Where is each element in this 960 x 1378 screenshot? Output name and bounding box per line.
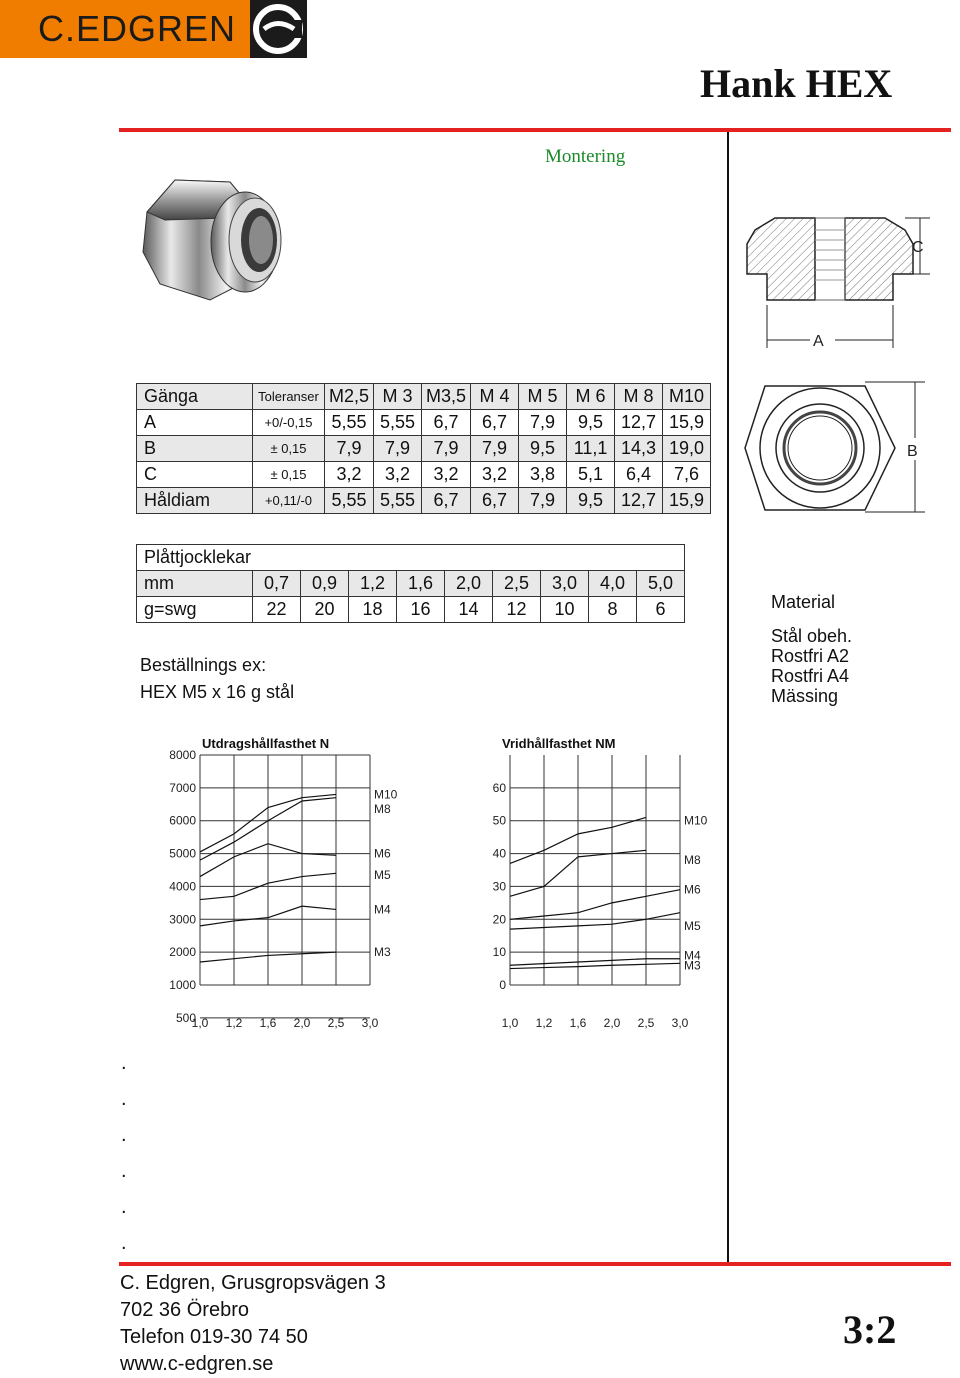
table-cell: 6,4 [615,462,663,488]
y-tick-label: 50 [492,813,506,828]
table-cell: 20 [301,597,349,623]
y-tick-label: 20 [492,912,506,927]
footer-city-line: 702 36 Örebro [120,1299,249,1321]
product-photo-nut [135,172,305,322]
table-cell: C [137,462,253,488]
table-cell: 12,7 [615,410,663,436]
table-cell: 6 [637,597,685,623]
series-label: M8 [684,853,701,868]
table-cell: 19,0 [663,436,711,462]
table-cell: 7,9 [325,436,374,462]
table-cell: 11,1 [567,436,615,462]
table-cell: 9,5 [567,488,615,514]
order-example-text: HEX M5 x 16 g stål [140,682,295,702]
y-tick-label: 2000 [169,945,196,960]
table-cell: 3,2 [471,462,519,488]
series-label: M3 [374,945,391,960]
series-label: M4 [374,902,391,917]
series-label: M5 [374,867,391,882]
footer-website-link[interactable]: www.c-edgren.se [120,1353,274,1375]
series-label: M3 [684,958,701,973]
torque-strength-chart [470,735,710,1035]
footer-rule [119,1262,951,1266]
material-item: Rostfri A2 [771,646,850,666]
thickness-table [136,544,685,623]
table-cell: ± 0,15 [253,462,325,488]
list-dot: . [121,1052,127,1074]
series-label: M6 [684,882,701,897]
table-cell: 5,1 [567,462,615,488]
table-header-cell: M 4 [471,384,519,410]
y-tick-label: 3000 [169,912,196,927]
page-number: 3:2 [843,1307,897,1352]
table-row [137,410,711,436]
list-dot: . [121,1196,127,1218]
x-tick-label: 2,0 [603,1016,621,1030]
table-header-cell: Gänga [137,384,253,410]
table-cell: 2,5 [493,571,541,597]
series-label: M8 [374,802,391,817]
table-cell: g=swg [137,597,253,623]
table-cell: mm [137,571,253,597]
list-dot: . [121,1160,127,1182]
table-cell: 7,9 [374,436,422,462]
y-tick-label: 4000 [169,879,196,894]
x-tick-label: 1,0 [191,1016,209,1030]
order-example-label: Beställnings ex: [140,655,267,675]
company-logo [0,0,307,58]
table-cell: 6,7 [422,488,471,514]
table-cell: 7,6 [663,462,711,488]
column-divider [727,132,729,1262]
table-cell: 3,8 [519,462,567,488]
header-rule [119,128,951,132]
material-item: Rostfri A4 [771,666,850,686]
table-cell: 3,0 [541,571,589,597]
x-tick-label: 2,0 [293,1016,311,1030]
footer-phone-line: Telefon 019-30 74 50 [120,1326,308,1348]
x-tick-label: 3,0 [361,1016,379,1030]
series-label: M5 [684,918,701,933]
table-cell: 12,7 [615,488,663,514]
table-cell: 15,9 [663,410,711,436]
page-title: Hank HEX [700,61,893,106]
y-tick-label: 6000 [169,813,196,828]
table-cell: 3,2 [325,462,374,488]
x-tick-label: 1,2 [535,1016,553,1030]
table-header-cell: M 6 [567,384,615,410]
thickness-title-row [137,545,685,571]
table-header-cell: M 3 [374,384,422,410]
table-cell: 3,2 [374,462,422,488]
chart-title: Utdragshållfasthet N [202,736,330,751]
table-header-cell: M2,5 [325,384,374,410]
y-tick-label: 500 [175,1010,196,1025]
table-header-cell: M3,5 [422,384,471,410]
table-cell: +0,11/-0 [253,488,325,514]
y-tick-label: 1000 [169,978,196,992]
pull-out-strength-chart [160,735,400,1035]
table-cell: 18 [349,597,397,623]
y-tick-label: 30 [492,879,506,894]
y-tick-label: 40 [492,846,506,861]
x-tick-label: 2,5 [327,1016,345,1030]
table-cell: 1,2 [349,571,397,597]
series-label: M6 [374,846,391,861]
logo-text: C.EDGREN [38,8,237,49]
table-row [137,571,685,597]
table-cell: 5,55 [325,410,374,436]
table-row [137,597,685,623]
series-label: M10 [374,787,398,802]
table-cell: 10 [541,597,589,623]
table-row [137,462,711,488]
x-tick-label: 1,2 [225,1016,243,1030]
dimension-table [136,383,711,514]
table-row [137,488,711,514]
y-tick-label: 10 [492,945,506,960]
table-cell: 2,0 [445,571,493,597]
table-cell: 16 [397,597,445,623]
material-item: Stål obeh. [771,626,853,646]
footer-address-line: C. Edgren, Grusgropsvägen 3 [120,1272,386,1294]
table-cell: 9,5 [519,436,567,462]
table-cell: 22 [253,597,301,623]
x-tick-label: 1,6 [259,1016,277,1030]
table-cell: 1,6 [397,571,445,597]
table-cell: 0,7 [253,571,301,597]
thickness-title: Plåttjocklekar [137,545,685,571]
dim-label-b: B [907,443,918,460]
table-cell: 14,3 [615,436,663,462]
cross-section-drawing [735,210,945,350]
y-tick-label: 60 [492,780,506,795]
material-item: Mässing [771,686,839,706]
material-title: Material [771,592,836,612]
series-line-m5 [510,913,680,929]
table-cell: 5,55 [374,410,422,436]
list-dot: . [121,1124,127,1146]
table-cell: B [137,436,253,462]
table-cell: 6,7 [471,488,519,514]
table-cell: 5,55 [325,488,374,514]
list-dot: . [121,1088,127,1110]
table-cell: 5,0 [637,571,685,597]
table-row [137,436,711,462]
table-cell: 0,9 [301,571,349,597]
x-tick-label: 3,0 [671,1016,689,1030]
table-header-cell: M 5 [519,384,567,410]
table-cell: 12 [493,597,541,623]
table-cell: 7,9 [519,410,567,436]
table-cell: 3,2 [422,462,471,488]
x-tick-label: 1,0 [501,1016,519,1030]
list-dot: . [121,1232,127,1254]
table-cell: 6,7 [422,410,471,436]
table-cell: Håldiam [137,488,253,514]
logo-c-mark-icon [250,0,307,58]
table-cell: 8 [589,597,637,623]
y-tick-label: 5000 [169,846,196,861]
chart-title: Vridhållfasthet NM [502,736,616,751]
table-cell: 14 [445,597,493,623]
series-label: M10 [684,813,708,828]
table-cell: 5,55 [374,488,422,514]
table-cell: 7,9 [471,436,519,462]
hex-top-view-drawing [735,378,945,518]
table-cell: +0/-0,15 [253,410,325,436]
montering-link[interactable]: Montering [545,146,626,167]
table-cell: 6,7 [471,410,519,436]
dim-label-a: A [813,333,824,350]
table-header-cell: Toleranser [253,384,325,410]
table-cell: 4,0 [589,571,637,597]
table-header-row [137,384,711,410]
y-tick-label: 7000 [169,780,196,795]
series-label: M4 [684,948,701,963]
table-header-cell: M 8 [615,384,663,410]
x-tick-label: 1,6 [569,1016,587,1030]
table-cell: 15,9 [663,488,711,514]
y-tick-label: 8000 [169,748,196,762]
table-cell: A [137,410,253,436]
table-cell: 7,9 [519,488,567,514]
dim-label-c: C [912,239,924,256]
table-cell: 7,9 [422,436,471,462]
table-cell: 9,5 [567,410,615,436]
series-line-m6 [510,890,680,920]
x-tick-label: 2,5 [637,1016,655,1030]
y-tick-label: 0 [499,978,506,992]
table-cell: ± 0,15 [253,436,325,462]
table-header-cell: M10 [663,384,711,410]
